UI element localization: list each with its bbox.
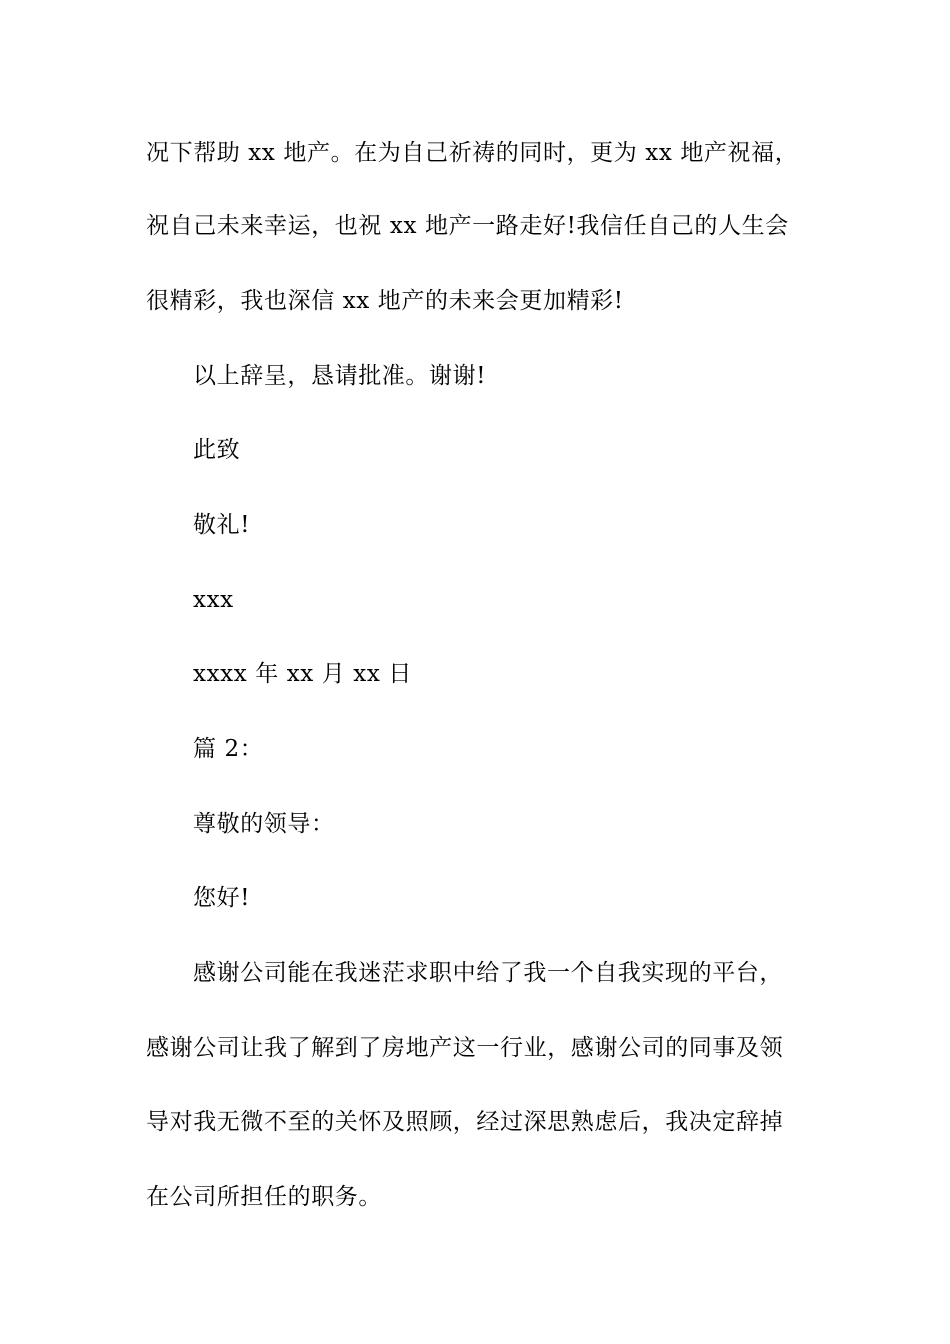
- paragraph-line: 很精彩，我也深信 xx 地产的未来会更加精彩!: [146, 288, 624, 314]
- paragraph-line: 祝自己未来幸运，也祝 xx 地产一路走好!我信任自己的人生会: [146, 213, 789, 239]
- letter-hello: 您好!: [193, 885, 251, 911]
- signature-date: xxxx 年 xx 月 xx 日: [193, 661, 412, 687]
- paragraph-line: 感谢公司让我了解到了房地产这一行业，感谢公司的同事及领: [146, 1035, 784, 1061]
- letter-greeting: 尊敬的领导：: [193, 811, 335, 837]
- salutation-closing: 此致: [193, 437, 241, 463]
- section-heading: 篇 2：: [193, 736, 264, 762]
- paragraph-line: 导对我无微不至的关怀及照顾，经过深思熟虑后，我决定辞掉: [146, 1109, 784, 1135]
- signature-name: xxx: [193, 587, 234, 613]
- salutation-regards: 敬礼!: [193, 512, 251, 538]
- paragraph-line: 感谢公司能在我迷茫求职中给了我一个自我实现的平台，: [193, 960, 783, 986]
- paragraph-line: 况下帮助 xx 地产。在为自己祈祷的同时，更为 xx 地产祝福，: [146, 140, 799, 166]
- closing-request: 以上辞呈，恳请批准。谢谢!: [193, 363, 487, 389]
- paragraph-line: 在公司所担任的职务。: [146, 1184, 382, 1210]
